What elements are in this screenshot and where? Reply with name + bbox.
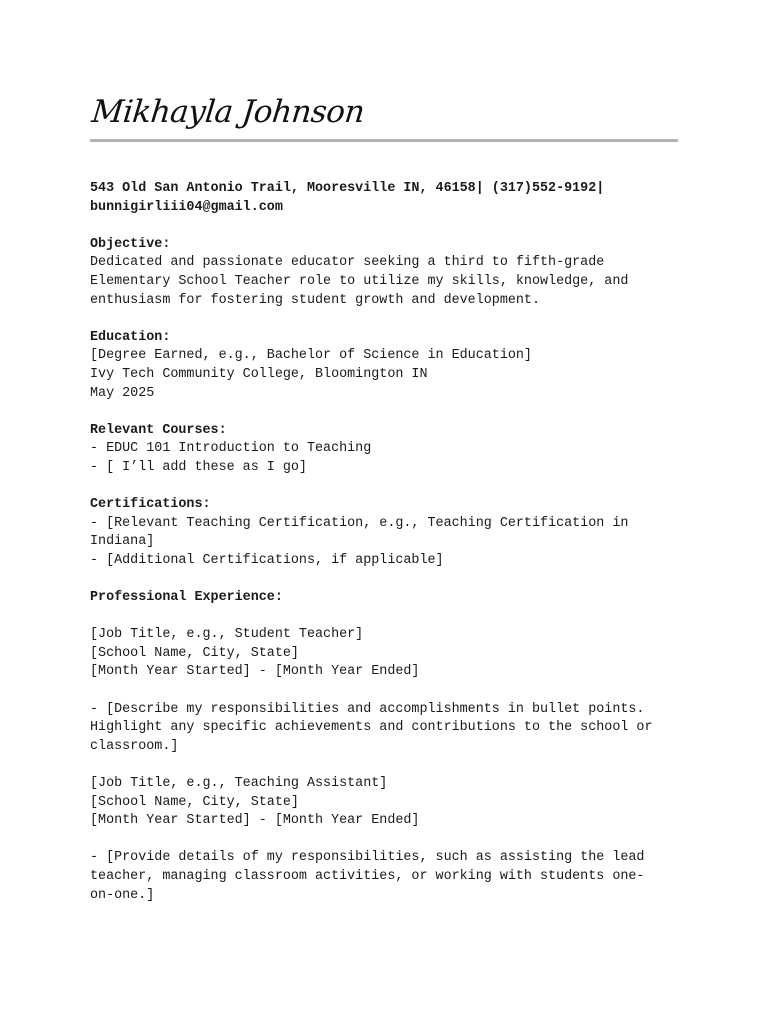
job1-dates: [Month Year Started] - [Month Year Ended] bbox=[90, 664, 420, 680]
certifications-heading: Certifications: bbox=[90, 497, 211, 513]
objective-heading: Objective: bbox=[90, 236, 171, 252]
certification-item: - [Relevant Teaching Certification, e.g., Teaching Certification in bbox=[90, 515, 629, 531]
job1-description: Highlight any specific achievements and contributions to the school or bbox=[90, 720, 653, 736]
spacer bbox=[90, 310, 690, 329]
course-item: - EDUC 101 Introduction to Teaching bbox=[90, 441, 372, 457]
education-school: Ivy Tech Community College, Bloomington IN bbox=[90, 366, 428, 382]
certification-item: Indiana] bbox=[90, 534, 155, 550]
certification-item: - [Additional Certifications, if applicable] bbox=[90, 552, 444, 568]
objective-text: enthusiasm for fostering student growth and development. bbox=[90, 292, 540, 308]
spacer bbox=[90, 478, 690, 497]
spacer bbox=[90, 570, 690, 589]
spacer bbox=[90, 608, 690, 627]
contact-line: 543 Old San Antonio Trail, Mooresville IN, 46158| (317)552-9192| bbox=[90, 181, 605, 196]
spacer bbox=[90, 831, 690, 850]
job2-description: teacher, managing classroom activities, or working with students one- bbox=[90, 868, 645, 884]
objective-text: Elementary School Teacher role to utilize my skills, knowledge, and bbox=[90, 273, 629, 289]
education-date: May 2025 bbox=[90, 385, 155, 401]
resume-body bbox=[90, 180, 690, 905]
contact-email: bunnigirliii04@gmail.com bbox=[90, 199, 283, 215]
job1-title: [Job Title, e.g., Student Teacher] bbox=[90, 627, 364, 643]
job2-description: on-one.] bbox=[90, 887, 155, 903]
spacer bbox=[90, 217, 690, 236]
spacer bbox=[90, 756, 690, 775]
course-item: - [ I’ll add these as I go] bbox=[90, 459, 307, 475]
spacer bbox=[90, 682, 690, 701]
job1-school: [School Name, City, State] bbox=[90, 645, 299, 661]
education-degree: [Degree Earned, e.g., Bachelor of Science in Education] bbox=[90, 348, 532, 364]
header-divider bbox=[90, 139, 678, 142]
courses-heading: Relevant Courses: bbox=[90, 422, 227, 438]
job2-title: [Job Title, e.g., Teaching Assistant] bbox=[90, 776, 388, 791]
applicant-name: Mikhayla Johnson bbox=[90, 94, 367, 130]
job2-description: - [Provide details of my responsibilities, such as assisting the lead bbox=[90, 850, 645, 866]
job2-dates: [Month Year Started] - [Month Year Ended] bbox=[90, 813, 420, 829]
job1-description: classroom.] bbox=[90, 738, 179, 754]
experience-heading: Professional Experience: bbox=[90, 590, 283, 606]
spacer bbox=[90, 403, 690, 422]
objective-text: Dedicated and passionate educator seeking a third to fifth-grade bbox=[90, 255, 605, 271]
job2-school: [School Name, City, State] bbox=[90, 794, 299, 810]
job1-description: - [Describe my responsibilities and accomplishments in bullet points. bbox=[90, 701, 645, 717]
education-heading: Education: bbox=[90, 329, 171, 345]
